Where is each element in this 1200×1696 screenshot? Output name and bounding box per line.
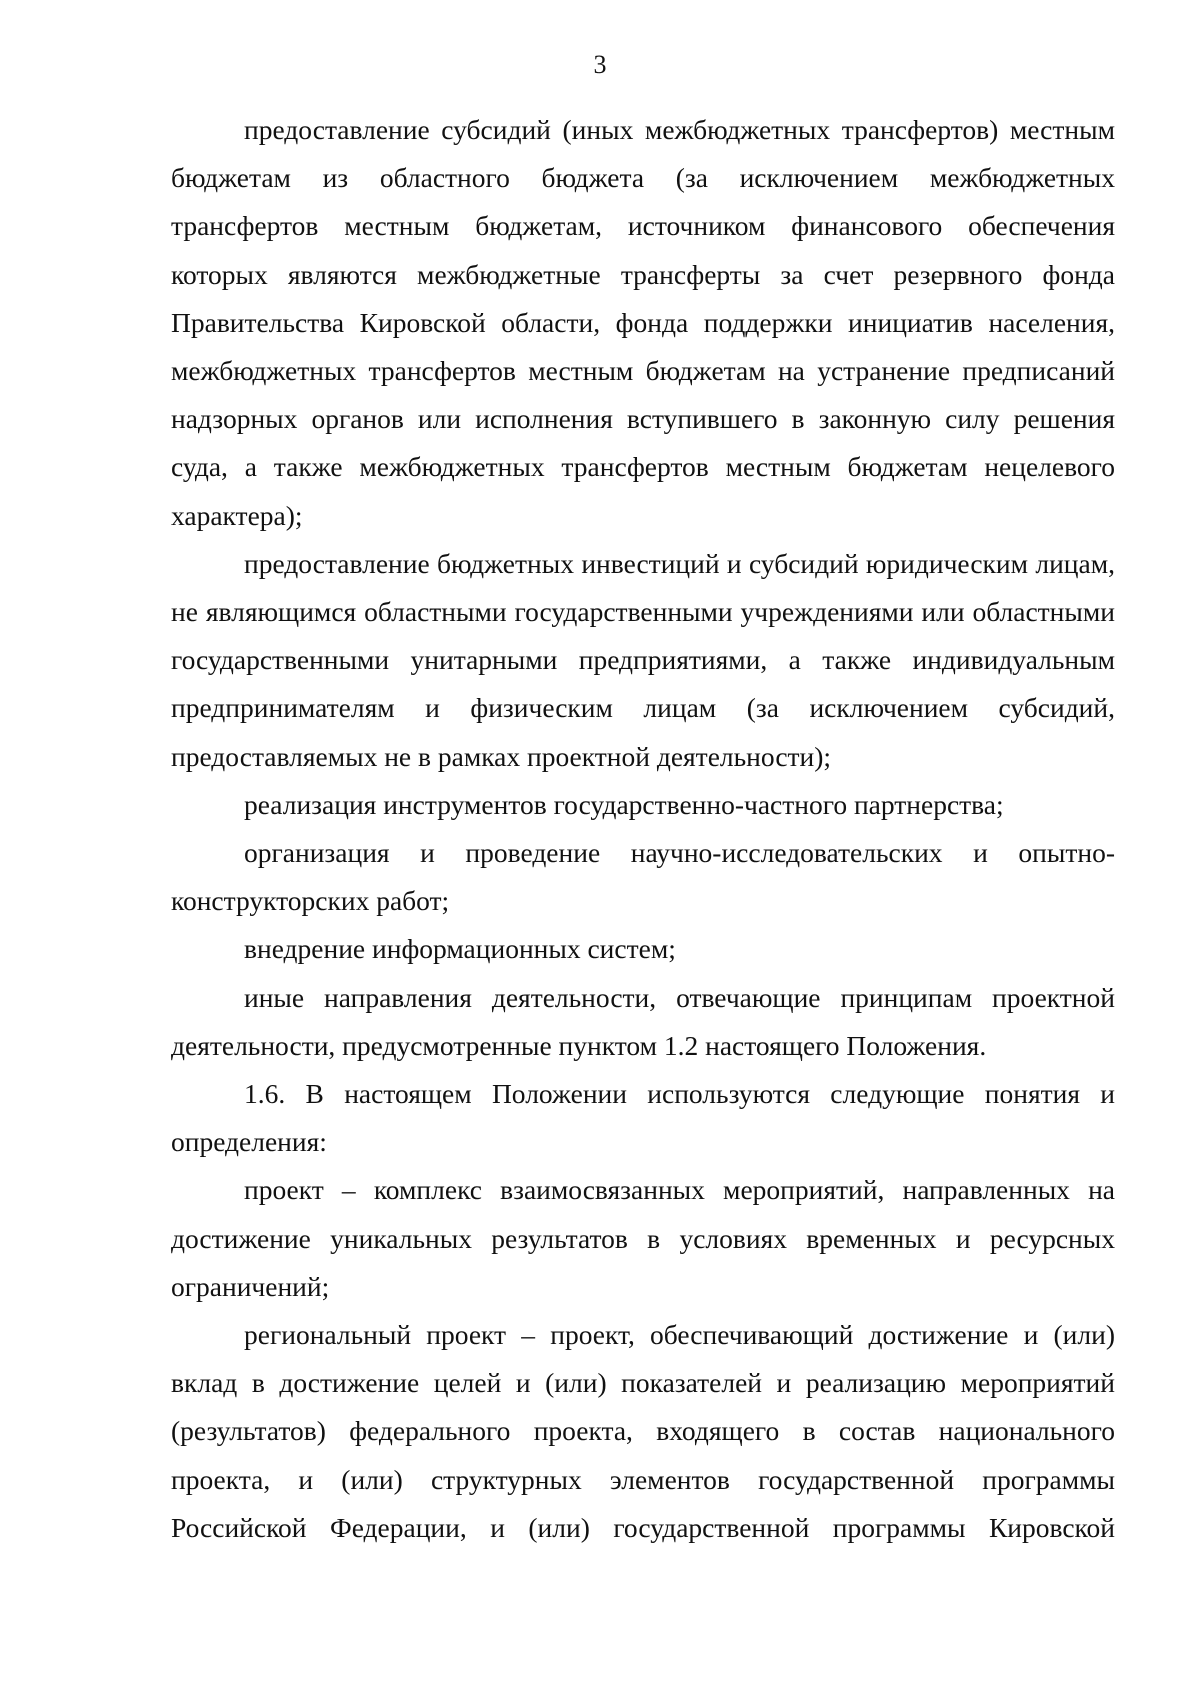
paragraph-public-private-partnership: реализация инструментов государственно-частного партнерства; xyxy=(244,788,1004,820)
paragraph-other-activities: иные направления деятельности, отвечающие принципам проектной деятельности, предусмотренные пунктом 1.2 настоящего Положения. xyxy=(171,981,1115,1061)
paragraph-research-and-development: организация и проведение научно-исследовательских и опытно-конструкторских работ; xyxy=(171,837,1115,917)
paragraph-information-systems: внедрение информационных систем; xyxy=(244,933,676,965)
paragraph-budget-investments: предоставление бюджетных инвестиций и субсидий юридическим лицам, не являющимся областными государственными учреждениями или областными государственными унитарными предприятиями, а также индивидуальным предпринимателям и физическим лицам (за исключением субсидий, предоставляемых не в рамках проектной деятельности); xyxy=(171,547,1115,772)
document-body xyxy=(171,106,1115,1552)
paragraph-section-1-6: 1.6. В настоящем Положении используются следующие понятия и определения: xyxy=(171,1078,1115,1158)
paragraph-subsidies-local-budgets: предоставление субсидий (иных межбюджетных трансфертов) местным бюджетам из областного бюджета (за исключением межбюджетных трансфертов местным бюджетам, источником финансового обеспечения которых являются межбюджетные трансферты за счет резервного фонда Правительства Кировской области, фонда поддержки инициатив населения, межбюджетных трансфертов местным бюджетам на устранение предписаний надзорных органов или исполнения вступившего в законную силу решения суда, а также межбюджетных трансфертов местным бюджетам нецелевого характера); xyxy=(171,114,1115,531)
paragraph-definition-regional-project: региональный проект – проект, обеспечивающий достижение и (или) вклад в достижение целей и (или) показателей и реализацию мероприятий (результатов) федерального проекта, входящего в состав национального проекта, и (или) структурных элементов государственной программы Российской Федерации, и (или) государственной программы Кировской xyxy=(171,1319,1115,1543)
paragraph-definition-project: проект – комплекс взаимосвязанных мероприятий, направленных на достижение уникальных результатов в условиях временных и ресурсных ограничений; xyxy=(171,1174,1115,1302)
page-number: 3 xyxy=(593,50,607,79)
